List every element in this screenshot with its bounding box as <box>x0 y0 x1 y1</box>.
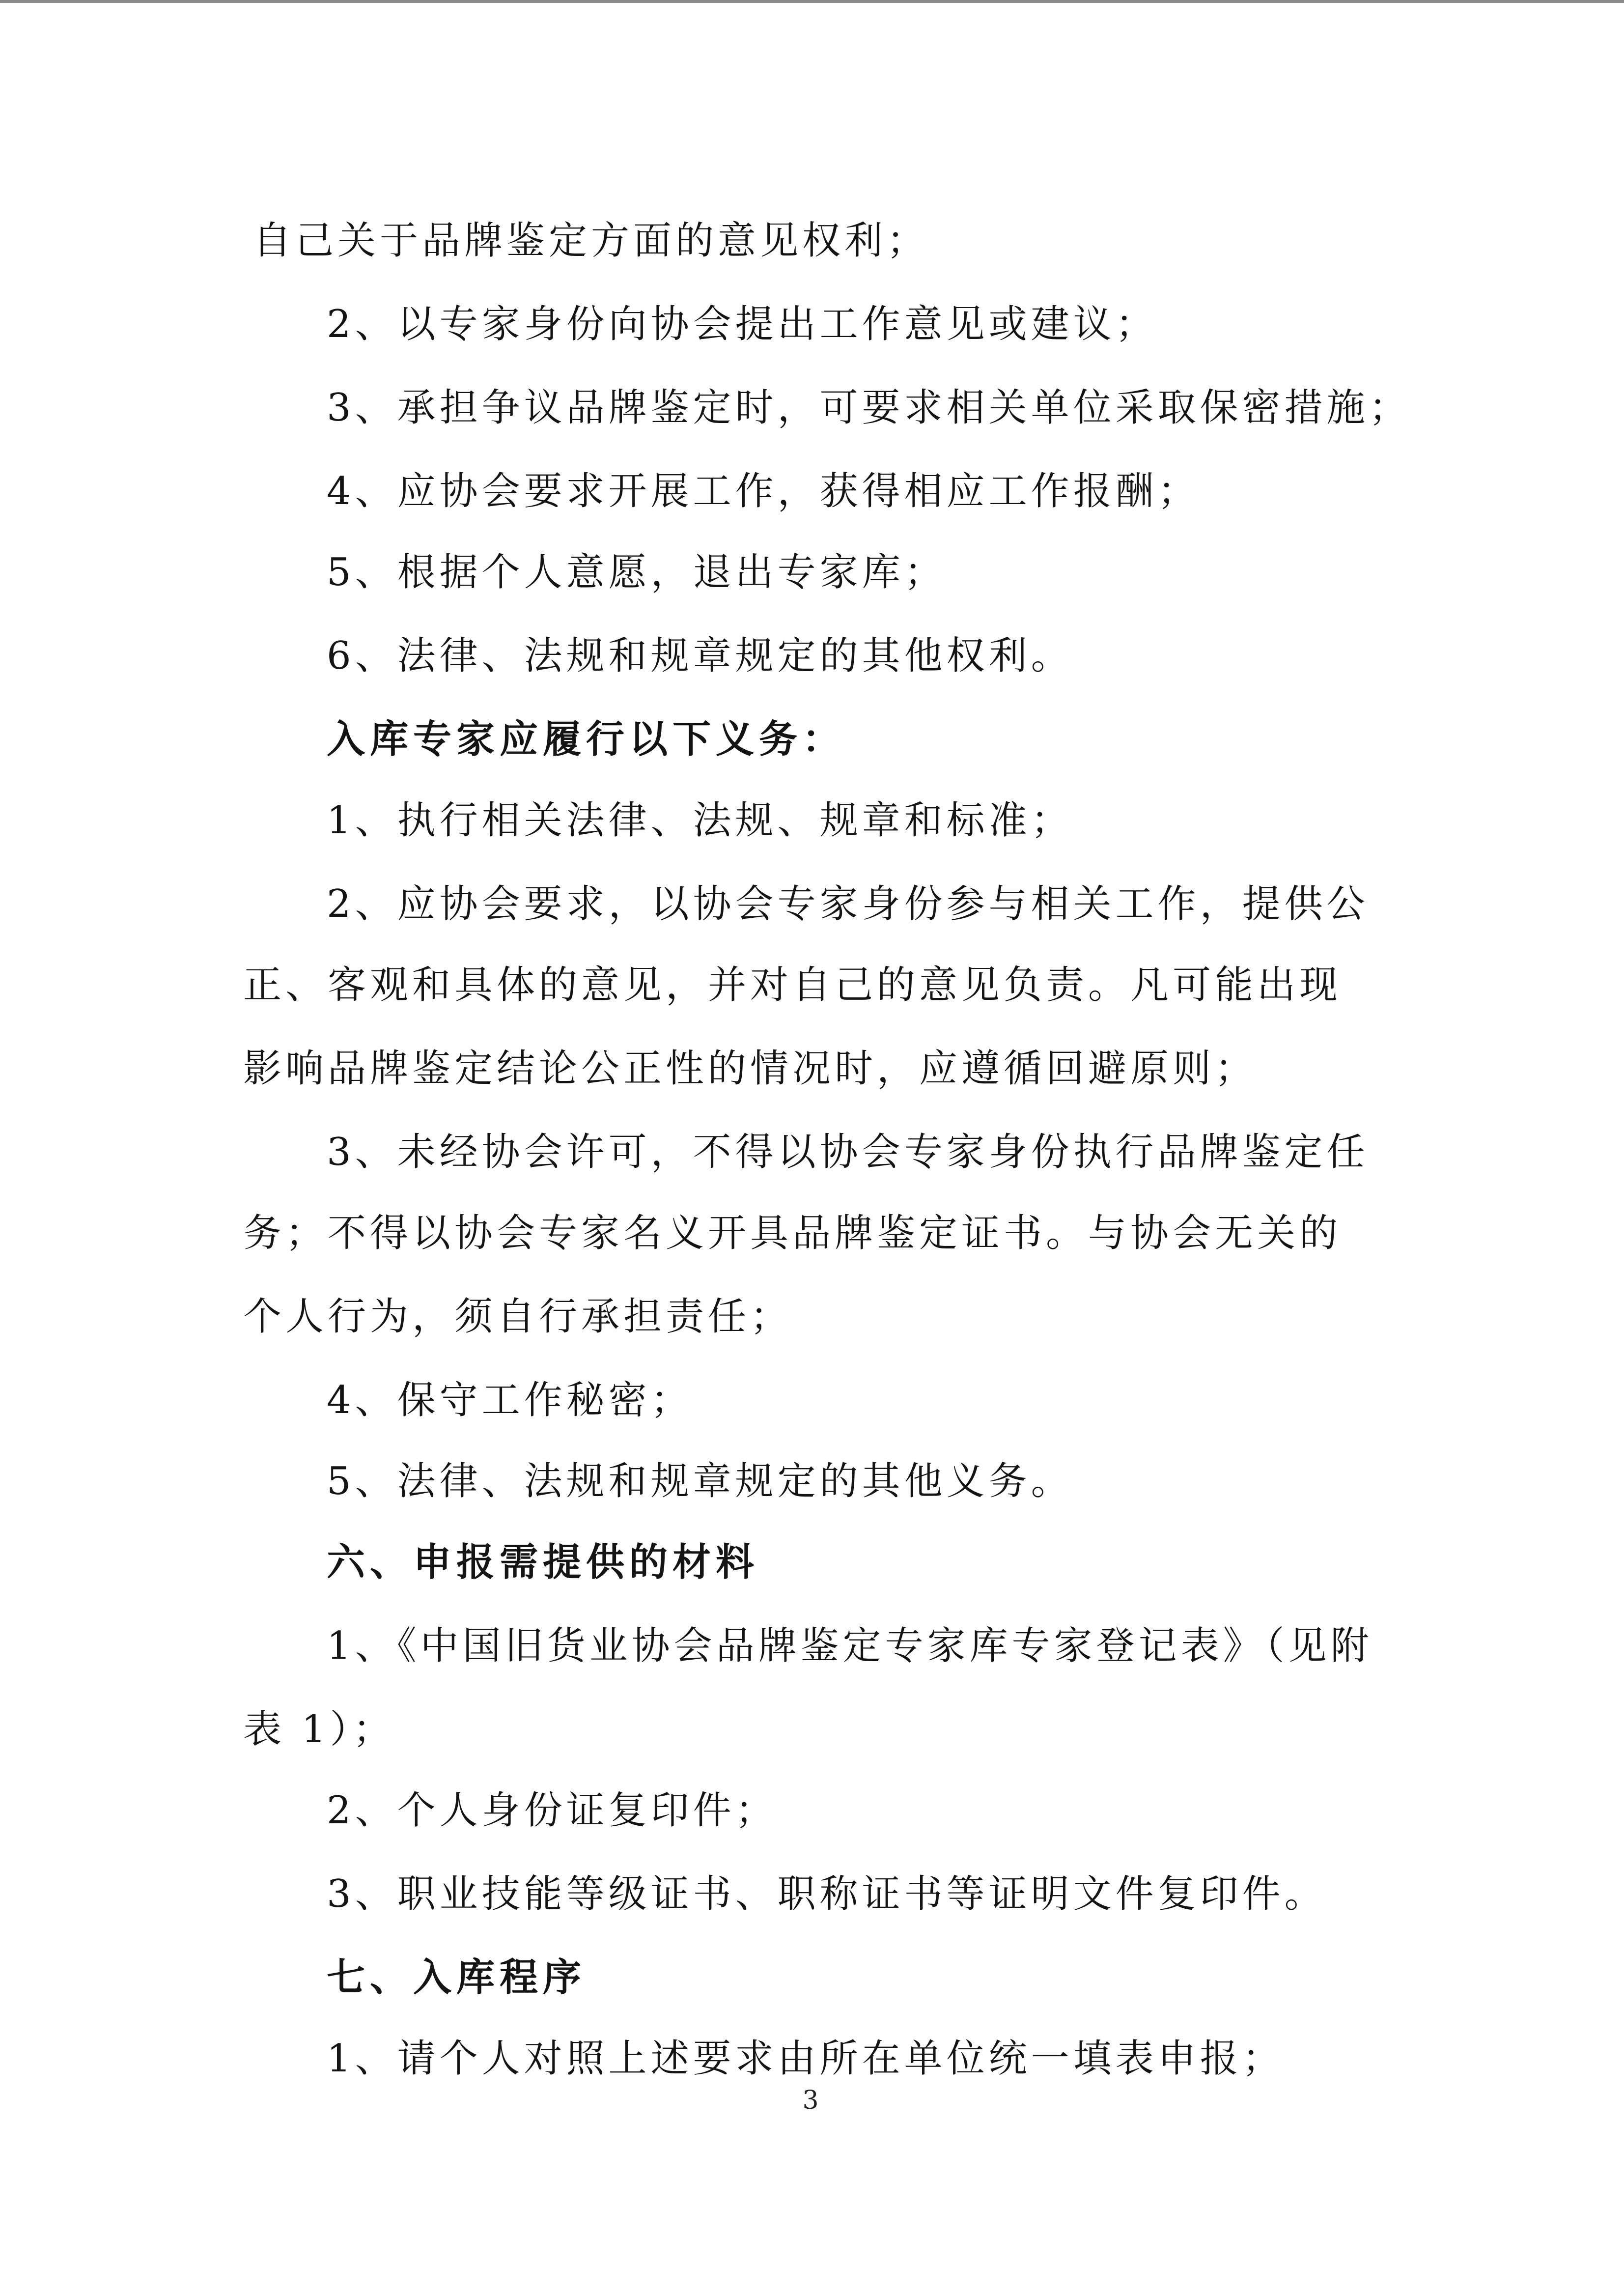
materials-item-1-line-2: 表 1）； <box>243 1707 395 1752</box>
rights-item-5: 5、根据个人意愿，退出专家库； <box>327 550 947 594</box>
rights-item-3: 3、承担争议品牌鉴定时，可要求相关单位采取保密措施； <box>327 386 1411 430</box>
duties-item-2-line-2: 正、客观和具体的意见，并对自己的意见负责。凡可能出现 <box>243 963 1342 1007</box>
section-six-heading: 六、申报需提供的材料 <box>327 1540 759 1585</box>
materials-item-1-line-1: 1、《中国旧货业协会品牌鉴定专家库专家登记表》（见附 <box>327 1624 1373 1668</box>
page-number: 3 <box>802 2086 819 2115</box>
rights-item-6: 6、法律、法规和规章规定的其他权利。 <box>327 634 1073 678</box>
duties-item-5: 5、法律、法规和规章规定的其他义务。 <box>327 1459 1073 1503</box>
duties-item-2-line-1: 2、应协会要求，以协会专家身份参与相关工作，提供公 <box>327 882 1369 926</box>
procedure-item-1: 1、请个人对照上述要求由所在单位统一填表申报； <box>327 2037 1285 2081</box>
duties-item-3-line-2: 务；不得以协会专家名义开具品牌鉴定证书。与协会无关的 <box>243 1211 1342 1255</box>
duties-item-3-line-1: 3、未经协会许可，不得以协会专家身份执行品牌鉴定任 <box>327 1130 1369 1174</box>
duties-item-1: 1、执行相关法律、法规、规章和标准； <box>327 798 1073 843</box>
rights-line-1-continued: 自己关于品牌鉴定方面的意见权利； <box>253 219 929 263</box>
section-seven-heading: 七、入库程序 <box>327 1955 587 2000</box>
rights-item-4: 4、应协会要求开展工作，获得相应工作报酬； <box>327 469 1200 513</box>
duties-heading: 入库专家应履行以下义务： <box>327 717 846 762</box>
duties-item-4: 4、保守工作秘密； <box>327 1378 693 1422</box>
duties-item-2-line-3: 影响品牌鉴定结论公正性的情况时，应遵循回避原则； <box>243 1047 1258 1091</box>
rights-item-2: 2、以专家身份向协会提出工作意见或建议； <box>327 302 1158 346</box>
materials-item-2: 2、个人身份证复印件； <box>327 1788 778 1833</box>
duties-item-3-line-3: 个人行为，须自行承担责任； <box>243 1295 793 1339</box>
materials-item-3: 3、职业技能等级证书、职称证书等证明文件复印件。 <box>327 1872 1327 1916</box>
scan-top-edge <box>0 0 1624 3</box>
